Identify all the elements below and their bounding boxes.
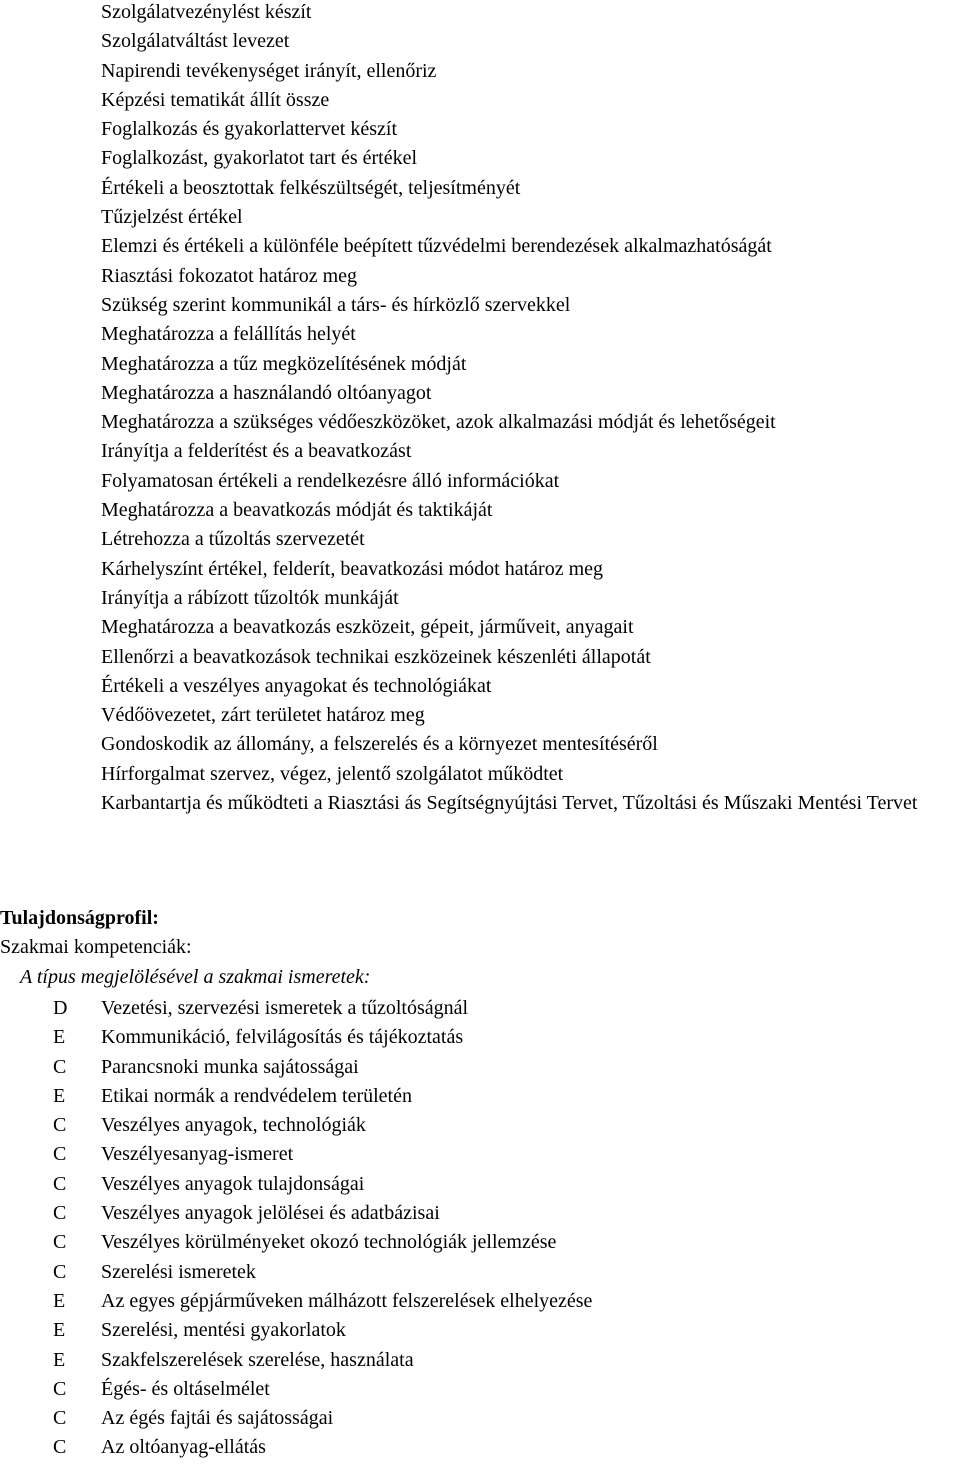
task-item: Foglalkozást, gyakorlatot tart és értékel (101, 147, 418, 170)
competency-text: Etikai normák a rendvédelem területén (101, 1084, 412, 1107)
competency-text: Veszélyes anyagok tulajdonságai (101, 1172, 365, 1195)
competency-row (0, 1346, 960, 1375)
competency-row (0, 1053, 960, 1082)
competency-type: C (53, 1377, 67, 1400)
competency-row (0, 1375, 960, 1404)
competency-text: Veszélyes anyagok, technológiák (101, 1114, 366, 1137)
competency-row (0, 1170, 960, 1199)
competency-text: Veszélyes körülményeket okozó technológiák jellemzése (101, 1231, 557, 1254)
task-item: Kárhelyszínt értékel, felderít, beavatkozási módot határoz meg (101, 557, 604, 580)
task-item: Irányítja a rábízott tűzoltók munkáját (101, 586, 399, 609)
task-item: Elemzi és értékeli a különféle beépített tűzvédelmi berendezések alkalmazhatóságát (101, 235, 772, 258)
task-item: Foglalkozás és gyakorlattervet készít (101, 118, 398, 141)
competency-text: Parancsnoki munka sajátosságai (101, 1055, 359, 1078)
competency-type: E (53, 1026, 66, 1049)
task-item: Ellenőrzi a beavatkozások technikai eszközeinek készenléti állapotát (101, 645, 651, 668)
competency-text: Szakfelszerelések szerelése, használata (101, 1348, 414, 1371)
competency-type: E (53, 1348, 66, 1371)
competency-row (0, 1287, 960, 1316)
competency-row (0, 1433, 960, 1462)
competency-text: Kommunikáció, felvilágosítás és tájékoztatás (101, 1026, 464, 1049)
task-item: Létrehozza a tűzoltás szervezetét (101, 528, 365, 551)
competency-text: Szerelési, mentési gyakorlatok (101, 1319, 346, 1342)
competency-type: C (53, 1231, 67, 1254)
competency-type: D (53, 997, 68, 1019)
competency-text: Vezetési, szervezési ismeretek a tűzoltóságnál (101, 997, 469, 1019)
profile-title: Tulajdonságprofil: (0, 907, 159, 929)
profile-subtitle: Szakmai kompetenciák: (0, 936, 192, 958)
task-item: Riasztási fokozatot határoz meg (101, 264, 358, 287)
competency-row (0, 1404, 960, 1433)
competency-row (0, 1228, 960, 1257)
competency-row (0, 1111, 960, 1140)
competency-row (0, 1140, 960, 1169)
competency-row (0, 1258, 960, 1287)
competency-text: Szerelési ismeretek (101, 1260, 256, 1283)
task-item: Értékeli a veszélyes anyagokat és technológiákat (101, 674, 492, 697)
task-item: Meghatározza a használandó oltóanyagot (101, 381, 432, 404)
task-item: Meghatározza a tűz megközelítésének módját (101, 352, 467, 375)
task-item: Folyamatosan értékeli a rendelkezésre álló információkat (101, 469, 560, 492)
competency-type: C (53, 1055, 67, 1078)
task-item: Szolgálatváltást levezet (101, 30, 290, 53)
competency-text: Az égés fajtái és sajátosságai (101, 1407, 334, 1430)
task-item: Szolgálatvezénylést készít (101, 1, 312, 23)
competency-row (0, 1082, 960, 1111)
competency-list (0, 994, 960, 1463)
competency-type: E (53, 1319, 66, 1342)
task-item: Karbantartja és működteti a Riasztási ás Segítségnyújtási Tervet, Tűzoltási és Műszaki Mentési Tervet (101, 792, 918, 815)
profile-note: A típus megjelölésével a szakmai ismeretek: (20, 966, 371, 988)
competency-row (0, 1316, 960, 1345)
task-item: Szükség szerint kommunikál a társ- és hírközlő szervekkel (101, 293, 571, 316)
competency-type: C (53, 1172, 67, 1195)
task-item: Képzési tematikát állít össze (101, 88, 330, 111)
competency-row (0, 1023, 960, 1052)
task-item: Hírforgalmat szervez, végez, jelentő szolgálatot működtet (101, 762, 564, 785)
competency-type: E (53, 1084, 66, 1107)
competency-type: C (53, 1436, 67, 1459)
competency-type: C (53, 1114, 67, 1137)
task-item: Tűzjelzést értékel (101, 206, 243, 229)
task-item: Meghatározza a beavatkozás módját és taktikáját (101, 499, 493, 522)
task-item: Irányítja a felderítést és a beavatkozást (101, 440, 412, 463)
task-item: Meghatározza a felállítás helyét (101, 323, 356, 346)
task-item: Gondoskodik az állomány, a felszerelés és a környezet mentesítéséről (101, 733, 658, 756)
competency-text: Veszélyes anyagok jelölései és adatbázisai (101, 1202, 440, 1225)
task-item: Meghatározza a szükséges védőeszközöket, azok alkalmazási módját és lehetőségeit (101, 411, 776, 434)
competency-text: Veszélyesanyag-ismeret (101, 1143, 294, 1166)
competency-type: C (53, 1260, 67, 1283)
competency-text: Az oltóanyag-ellátás (101, 1436, 266, 1459)
task-list (101, 0, 956, 818)
competency-type: E (53, 1289, 66, 1312)
competency-type: C (53, 1202, 67, 1225)
competency-type: C (53, 1143, 67, 1166)
task-item: Napirendi tevékenységet irányít, ellenőriz (101, 59, 437, 82)
competency-text: Az egyes gépjárműveken málházott felszerelések elhelyezése (101, 1289, 593, 1312)
competency-type: C (53, 1407, 67, 1430)
task-item: Védőövezetet, zárt területet határoz meg (101, 704, 425, 727)
task-item: Meghatározza a beavatkozás eszközeit, gépeit, járműveit, anyagait (101, 616, 634, 639)
competency-text: Égés- és oltáselmélet (101, 1377, 270, 1400)
task-item: Értékeli a beosztottak felkészültségét, teljesítményét (101, 176, 521, 199)
competency-row (0, 994, 960, 1023)
competency-row (0, 1199, 960, 1228)
